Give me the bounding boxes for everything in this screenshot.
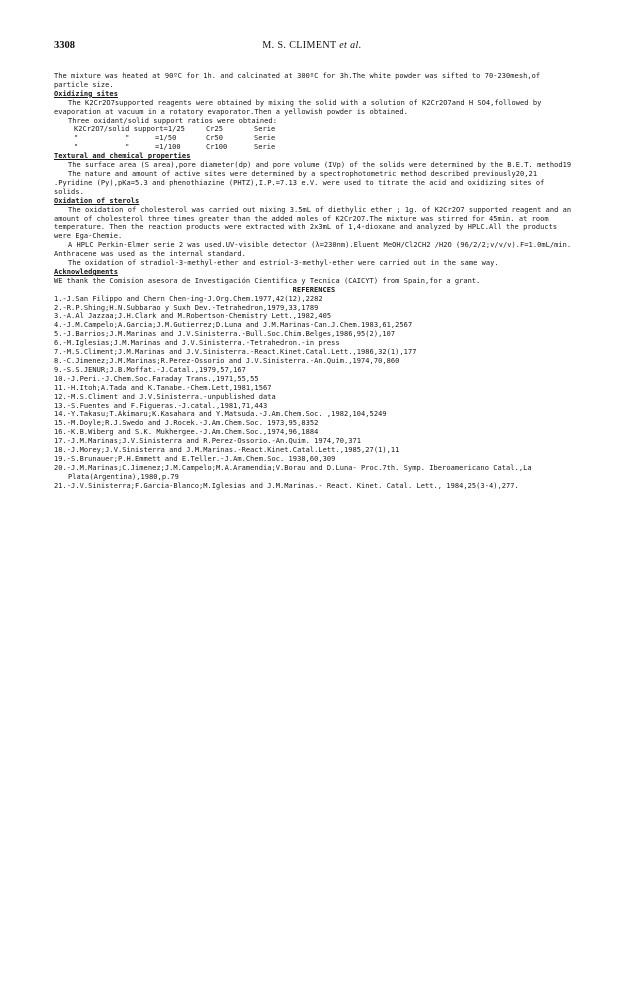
- reference-item: 8.-C.Jimenez;J.M.Marinas;R.Perez-Ossorio and J.V.Sinisterra.-An.Quim.,1974,70,860: [54, 357, 400, 365]
- ratio-code: Cr50: [206, 134, 224, 143]
- reference-item: 1.-J.San Filippo and Chern Chen-ing-J.Org.Chem.1977,42(12),2282: [54, 294, 323, 303]
- intro-paragraph: The mixture was heated at 90ºC for 1h. and calcinated at 300ºC for 3h.The white powder was sifted to 70-230mesh,of particle size.: [54, 72, 541, 89]
- paragraph-sterols-1: The oxidation of cholesterol was carried out mixing 3.5mL of diethylic ether ; 1g. of K2Cr2O7 supported reagent and an amount of cholesterol three times greater than the added moles of K2Cr2O7.The mixture was stirred for 45min. at room temperature. Then the reaction products were extracted with 2x3mL of 1,4-dioxane and analyzed by HPLC.All the products were Ega-Chemie.: [54, 205, 572, 241]
- reference-item: 9.-S.S.JENUR;J.B.Moffat.-J.Catal.,1979,57,167: [54, 365, 246, 374]
- reference-item: 18.-J.Morey;J.V.Sinisterra and J.M.Marinas.-React.Kinet.Catal.Lett.,1985,27(1),11: [54, 446, 400, 455]
- heading-acknowledgments: Acknowledgments: [54, 267, 118, 276]
- running-header: [54, 40, 570, 54]
- reference-item: 21.-J.V.Sinisterra;F.Garcia-Blanco;M.Iglesias and J.M.Marinas.- React. Kinet. Catal. Lett., 1984,25(3-4),277.: [54, 481, 519, 490]
- ratio-code: Cr100: [206, 143, 228, 152]
- reference-item: 15.-M.Doyle;R.J.Swedo and J.Rocek.-J.Am.Chem.Soc. 1973,95,8352: [54, 419, 319, 428]
- reference-item: 16.-K.B.Wiberg and S.K. Mukhergee.-J.Am.Chem.Soc.,1974,96,1884: [54, 428, 319, 437]
- running-head-authors: [54, 40, 570, 51]
- body-text: [54, 72, 574, 491]
- reference-item: 17.-J.M.Marinas;J.V.Sinisterra and R.Perez-Ossorio.-An.Quim. 1974,70,371: [54, 437, 362, 446]
- reference-item: 6.-M.Iglesias;J.M.Marinas and J.V.Sinisterra.-Tetrahedron.-in press: [54, 339, 340, 348]
- paragraph-oxidizing-1: The K2Cr2O7supported reagents were obtained by mixing the solid with a solution of K2Cr2O7and H SO4,followed by evaporation at vacuum in a rotatory evaporator.Then a yellowish powder is obtained.: [54, 98, 542, 116]
- ratio-row: [54, 125, 574, 134]
- reference-item: 11.-H.Itoh;A.Tada and K.Tanabe.-Chem.Lett,1981,1567: [54, 383, 272, 392]
- reference-item: 14.-Y.Takasu;T.Akimaru;K.Kasahara and Y.Matsuda.-J.Am.Chem.Soc. ,1982,104,5249: [54, 410, 387, 419]
- reference-item: 2.-R.P.Shing;H.N.Subbarao y Suxh Dev.-Tetrahedron,1979,33,1789: [54, 303, 319, 312]
- paragraph-sterols-2: A HPLC Perkin-Elmer serie 2 was used.UV-visible detector (λ=230nm).Eluent MeOH/Cl2CH2 /H2O (96/2/2;v/v/v).F=1.0mL/min. Anthracene was used as the internal standard.: [54, 241, 572, 259]
- reference-item: 10.-J.Peri.-J.Chem.Soc.Faraday Trans.,1971,55,55: [54, 374, 259, 383]
- ratio-table: [54, 125, 574, 152]
- reference-item: 7.-M.S.Climent;J.M.Marinas and J.V.Sinisterra.-React.Kinet.Catal.Lett.,1986,32(1),177: [54, 348, 417, 357]
- ratio-lhs: K2Cr2O7/solid support=1/25: [74, 125, 185, 134]
- paragraph-oxidizing-2: Three oxidant/solid support ratios were obtained:: [68, 116, 277, 125]
- heading-oxidation-sterols: Oxidation of sterols: [54, 196, 140, 205]
- reference-list: [54, 295, 574, 491]
- reference-item: 4.-J.M.Campelo;A.Garcia;J.M.Gutierrez;D.Luna and J.M.Marinas-Can.J.Chem.1983,61,2567: [54, 321, 413, 330]
- ratio-label: Serie: [254, 125, 276, 134]
- et-al: et al.: [339, 40, 362, 51]
- reference-item: 19.-S.Brunauer;P.H.Emmett and E.Teller.-J.Am.Chem.Soc. 1938,60,309: [54, 454, 336, 463]
- heading-textural-properties: Textural and chemical properties: [54, 152, 191, 161]
- ratio-row: [54, 143, 574, 152]
- ratio-label: Serie: [254, 143, 276, 152]
- paragraph-acknowledgments: WE thank the Comision asesora de Investigación Cientifica y Tecnica (CAICYT) from Spain,for a grant.: [54, 276, 481, 285]
- reference-item: 13.-S.Fuentes and F.Figueras.-J.catal.,1981,71,443: [54, 401, 268, 410]
- paragraph-sterols-3: The oxidation of stradiol-3-methyl-ether and estriol-3-methyl-ether were carried out in the same way.: [68, 259, 499, 268]
- reference-item: 3.-A.Al Jazzaa;J.H.Clark and M.Robertson-Chemistry Lett.,1982,405: [54, 312, 332, 321]
- paragraph-textural-2: The nature and amount of active sites were determined by a spectrophotometric method described previously20,21 .Pyridine (Py),pKa=5.3 and phenothiazine (PHTZ),I.P.=7.13 e.V. were used to titrate the acid and oxidizing sites of solids.: [54, 169, 545, 196]
- author-names: M. S. CLIMENT: [262, 40, 337, 51]
- ratio-code: Cr25: [206, 125, 224, 134]
- ratio-lhs: " " =1/50: [74, 134, 177, 143]
- references-heading: REFERENCES: [292, 285, 336, 294]
- ratio-row: [54, 134, 574, 143]
- paragraph-textural-1: The surface area (S area),pore diameter(dp) and pore volume (IVp) of the solids were determined by the B.E.T. method19: [68, 161, 572, 170]
- reference-item: 12.-M.S.Climent and J.V.Sinisterra.-unpublished data: [54, 392, 276, 401]
- reference-item: 5.-J.Barrios;J.M.Marinas and J.V.Sinisterra.-Bull.Soc.Chim.Belges,1986,95(2),107: [54, 330, 396, 339]
- ratio-lhs: " " =1/100: [74, 143, 181, 152]
- reference-item: 20.-J.M.Marinas;C.Jimenez;J.M.Campelo;M.A.Aramendia;V.Borau and D.Luna- Proc.7th. Symp. Iberoamericano Catal.,La Plata(Argentina),1980,p.79: [54, 463, 532, 481]
- ratio-label: Serie: [254, 134, 276, 143]
- page-number: 3308: [54, 40, 75, 51]
- heading-oxidizing-sites: Oxidizing sites: [54, 89, 118, 98]
